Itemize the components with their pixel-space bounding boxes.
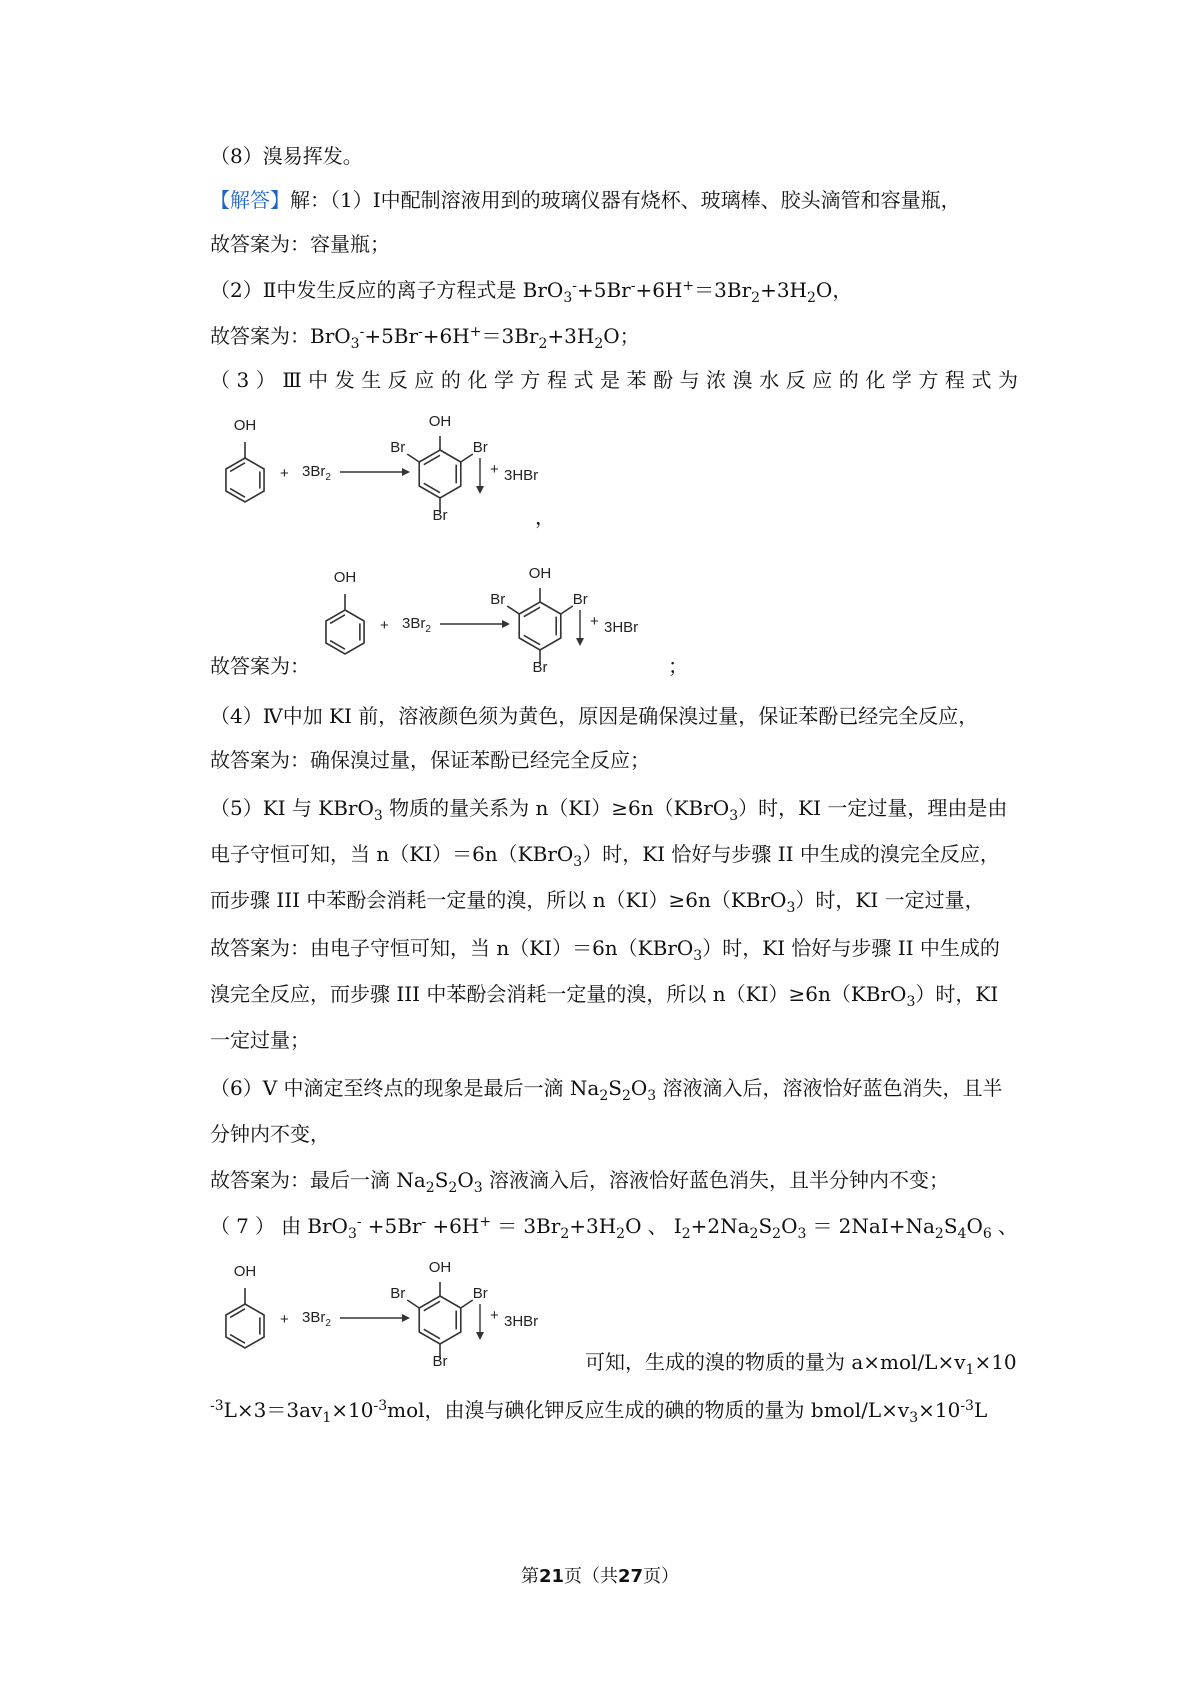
answer-part-6: （6）V 中滴定至终点的现象是最后一滴 $Na_2S_2O_3$ 溶液滴入后，溶液恰好蓝色消失，且半 bbox=[210, 1076, 1003, 1104]
char: 式 bbox=[573, 368, 594, 392]
char: 学 bbox=[891, 368, 912, 392]
product-label: 3HBr bbox=[604, 619, 639, 636]
char: 方 bbox=[918, 368, 939, 392]
answer-5-result-line-3: 一定过量； bbox=[210, 1028, 310, 1052]
char: 浓 bbox=[706, 368, 727, 392]
char: 酚 bbox=[653, 368, 674, 392]
char: 反 bbox=[387, 368, 408, 392]
answer-part-7: （ 7 ） 由 BrO$_3$- +5Br- +6H+ ＝ $3Br_2+3H_2O$ 、 $I_2+2Na_2S_2O_3$ ＝ $2NaI+Na_2S_4O_6$ 、 bbox=[210, 1214, 1018, 1242]
char: 程 bbox=[546, 368, 567, 392]
semicolon: ； bbox=[668, 654, 688, 678]
plus-sign: + bbox=[490, 1307, 499, 1324]
char: 学 bbox=[493, 368, 514, 392]
br-label: Br bbox=[490, 591, 506, 608]
char: 为 bbox=[997, 368, 1018, 392]
answer-3-result: 故答案为： bbox=[210, 654, 310, 678]
oh-label: OH bbox=[428, 1259, 452, 1276]
plus-sign: + bbox=[380, 617, 389, 634]
br-label: Br bbox=[390, 1285, 406, 1302]
answer-1-result: 故答案为：容量瓶； bbox=[210, 232, 390, 256]
reagent-label: $3Br_2$ bbox=[402, 615, 431, 635]
oh-label: OH bbox=[333, 569, 357, 586]
char: 方 bbox=[520, 368, 541, 392]
char: 应 bbox=[414, 368, 435, 392]
answer-4-result: 故答案为：确保溴过量，保证苯酚已经完全反应； bbox=[210, 748, 650, 772]
char: 是 bbox=[600, 368, 620, 392]
char: 溴 bbox=[732, 368, 753, 392]
char: ） bbox=[255, 368, 276, 392]
answer-7-line-2: 可知，生成的溴的物质的量为 $a\times mol/L\times v_1\times 10$ bbox=[585, 1350, 1017, 1378]
char: 程 bbox=[944, 368, 965, 392]
answer-7-line-3: $^{-3}L\times 3=3av_1\times 10^{-3}mol$，由溴与碘化钾反应生成的碘的物质的量为 bmol/$L\times v_3\times 10^{-3}L$ bbox=[210, 1398, 988, 1426]
oh-label: OH bbox=[233, 1263, 257, 1280]
answer-6-result: 故答案为：最后一滴 $Na_2S_2O_3$ 溶液滴入后，溶液恰好蓝色消失，且半分钟内不变； bbox=[210, 1168, 950, 1196]
char: 应 bbox=[812, 368, 833, 392]
answer-6-line-2: 分钟内不变， bbox=[210, 1122, 330, 1146]
plus-sign: + bbox=[490, 461, 499, 478]
char: 化 bbox=[467, 368, 488, 392]
reaction-scheme-3 bbox=[210, 1254, 540, 1374]
char: 的 bbox=[440, 368, 461, 392]
answer-5-result-line-2: 溴完全反应，而步骤 III 中苯酚会消耗一定量的溴，所以 n（KI）≥6n（KBrO$_3$）时，KI bbox=[210, 982, 999, 1010]
oh-label: OH bbox=[528, 565, 552, 582]
oh-label: OH bbox=[428, 413, 452, 430]
br-label: Br bbox=[532, 659, 548, 676]
char: Ⅲ bbox=[282, 368, 302, 392]
br-label: Br bbox=[572, 591, 588, 608]
char: 水 bbox=[759, 368, 780, 392]
product-label: 3HBr bbox=[504, 467, 539, 484]
answer-part-4: （4）Ⅳ中加 KI 前，溶液颜色须为黄色，原因是确保溴过量，保证苯酚已经完全反应， bbox=[210, 704, 979, 728]
oh-label: OH bbox=[233, 417, 257, 434]
char: 与 bbox=[679, 368, 700, 392]
page-footer: 第21页（共27页） bbox=[520, 1566, 680, 1587]
page-total: 27 bbox=[618, 1566, 644, 1587]
char: 苯 bbox=[626, 368, 647, 392]
comma: ， bbox=[535, 505, 555, 529]
page-number: 21 bbox=[538, 1566, 564, 1587]
char: 的 bbox=[838, 368, 859, 392]
plus-sign: + bbox=[280, 1311, 289, 1328]
char: 中 bbox=[308, 368, 329, 392]
br-label: Br bbox=[432, 1353, 448, 1370]
answer-5-line-2: 电子守恒可知，当 n（KI）＝6n（KBrO$_3$）时，KI 恰好与步骤 II 中生成的溴完全反应， bbox=[210, 842, 1000, 870]
br-label: Br bbox=[432, 507, 448, 524]
char: 生 bbox=[361, 368, 382, 392]
reagent-label: $3Br_2$ bbox=[302, 463, 331, 483]
answer-part-2: （2）Ⅱ中发生反应的离子方程式是 $BrO_3^-+5Br^-+6H^+=3Br_2+3H_2O$， bbox=[210, 278, 853, 306]
answer-5-line-3: 而步骤 III 中苯酚会消耗一定量的溴，所以 n（KI）≥6n（KBrO$_3$）时，KI 一定过量， bbox=[210, 888, 985, 916]
plus-sign: + bbox=[280, 465, 289, 482]
answer-2-result: 故答案为：$BrO_3^-+5Br^-+6H^+=3Br_2+3H_2O$； bbox=[210, 324, 640, 352]
br-label: Br bbox=[472, 439, 488, 456]
line-8: （8）溴易挥发。 bbox=[210, 144, 363, 168]
reaction-scheme-1 bbox=[210, 408, 540, 528]
answer-part-1: 【解答】解：（1）Ⅰ中配制溶液用到的玻璃仪器有烧杯、玻璃棒、胶头滴管和容量瓶， bbox=[210, 188, 961, 212]
char: （ bbox=[210, 368, 230, 392]
reagent-label: $3Br_2$ bbox=[302, 1309, 331, 1329]
product-label: 3HBr bbox=[504, 1313, 539, 1330]
plus-sign: + bbox=[590, 613, 599, 630]
answer-tag: 【解答】 bbox=[210, 188, 290, 212]
br-label: Br bbox=[472, 1285, 488, 1302]
br-label: Br bbox=[390, 439, 406, 456]
answer-5-result: 故答案为：由电子守恒可知，当 n（KI）＝6n（KBrO$_3$）时，KI 恰好与步骤 II 中生成的 bbox=[210, 936, 1000, 964]
answer-part-3 bbox=[210, 366, 1018, 394]
char: 化 bbox=[865, 368, 886, 392]
char: 式 bbox=[971, 368, 992, 392]
char: 发 bbox=[334, 368, 355, 392]
char: 3 bbox=[236, 368, 250, 392]
answer-part-5: （5）KI 与 KBrO$_3$ 物质的量关系为 n（KI）≥6n（KBrO$_3$）时，KI 一定过量，理由是由 bbox=[210, 796, 1008, 824]
reaction-scheme-2 bbox=[310, 560, 640, 680]
char: 反 bbox=[785, 368, 806, 392]
